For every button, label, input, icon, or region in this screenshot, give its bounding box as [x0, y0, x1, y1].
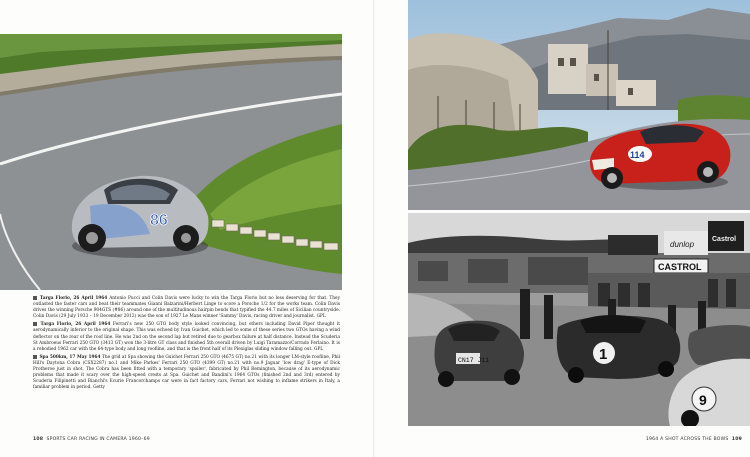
- caption-text: The grid at Spa showing the Guichet Ferrari 250 GTO (4675 GT) no.21 with its longer LM-style roofline, Phil Hill's Daytona Cobra (CSX2287) no.1 and Mike Parkes' Ferrari 250 GTO (4399 GT) no.21 with no.9 Jaguar 'low drag' E-type of Dick Protheroe just in shot. The Cobra has been fitted with a temporary 'spoiler', fabricated by Phil Remington, because of its aerodynamic problems that made it scary over the high-speed crests at Spa. Guichet and Bandini's 1964 GTOs (finished 2nd and 3rd) entered by Scuderia Filipinetti and Bianchi's Ecurie Francorchamps car were in fact factory cars, Ferrari not wishing to inflame strikers in Italy, a familiar problem in period. Getty: [33, 354, 340, 391]
- running-head: 1964 A SHOT ACROSS THE BOWS: [645, 437, 729, 442]
- spa-grid-photo: [408, 213, 750, 426]
- right-page: [375, 0, 750, 457]
- caption-marker-icon: [33, 322, 37, 326]
- dunlop-sign: dunlop: [670, 240, 695, 249]
- porsche-hairpin-photo: [0, 34, 342, 290]
- running-head: SPORTS CAR RACING IN CAMERA 1960–69: [46, 437, 150, 442]
- caption-heading: Targa Florio, 26 April 1964: [39, 296, 108, 301]
- ferrari-targa-photo: [408, 0, 750, 210]
- car-number-9: 9: [699, 392, 707, 408]
- caption-text: Antonio Pucci and Colin Davis were lucky to win the Targa Florio but no less deserving for that. They outlasted the faster cars and beat their teammates Gianni Balzarini/Herbert Linge to score a Porsche 1/2 for the works team. Colin Davis drives the winning Porsche 904GTS (#86) around one of the multitudinous hairpin bends that typified the 44.7 miles of Sicilian countryside. Colin Davis (29 July 1933 – 19 December 2012) was the son of 1927 Le Mans winner 'Sammy' Davis, racing driver and journalist. GPL: [33, 296, 340, 320]
- car-number-1: 1: [599, 346, 608, 363]
- caption-targa-ferrari: [33, 322, 340, 352]
- caption-marker-icon: [33, 355, 37, 359]
- caption-text: Ferrari's new 250 GTO body style looked convincing, but others including David Piper thought it aerodynamically inferior to the original shape. This was echoed by Ivan Guichet, which led to some of these series two GTOs having a wind deflector on the rear of the roof line. He was 2nd on the second lap but retired due to gearbox failure at half distance. Instead the Scuderia St Ambroeus Ferrari 250 GTO (3413 GT) won the 3-litre GT class and finished 5th overall driven by Luigi Taramazzo/Corrado Ferlaino. It is a rebodied 1962 car with the 64-type body and long roofline, and that is the front half of its Plexiglas sliding window falling out. GPL: [33, 322, 341, 352]
- caption-targa-porsche: [33, 296, 340, 320]
- car-number-86: 86: [150, 212, 168, 229]
- car-number-114: 114: [630, 150, 645, 160]
- castrol-tower-sign: Castrol: [712, 236, 737, 243]
- castrol-sign: CASTROL: [658, 262, 702, 272]
- page-number: 108: [33, 437, 44, 442]
- caption-spa-grid: [33, 355, 340, 392]
- caption-block: [33, 296, 340, 393]
- number-plate: CN17 J11: [458, 357, 490, 364]
- caption-heading: Spa 500km, 17 May 1964: [39, 354, 101, 360]
- caption-heading: Targa Florio, 26 April 1964: [40, 322, 111, 328]
- left-folio: [33, 437, 150, 442]
- right-folio: [646, 437, 742, 442]
- caption-marker-icon: [33, 296, 37, 300]
- page-number: 109: [731, 437, 742, 442]
